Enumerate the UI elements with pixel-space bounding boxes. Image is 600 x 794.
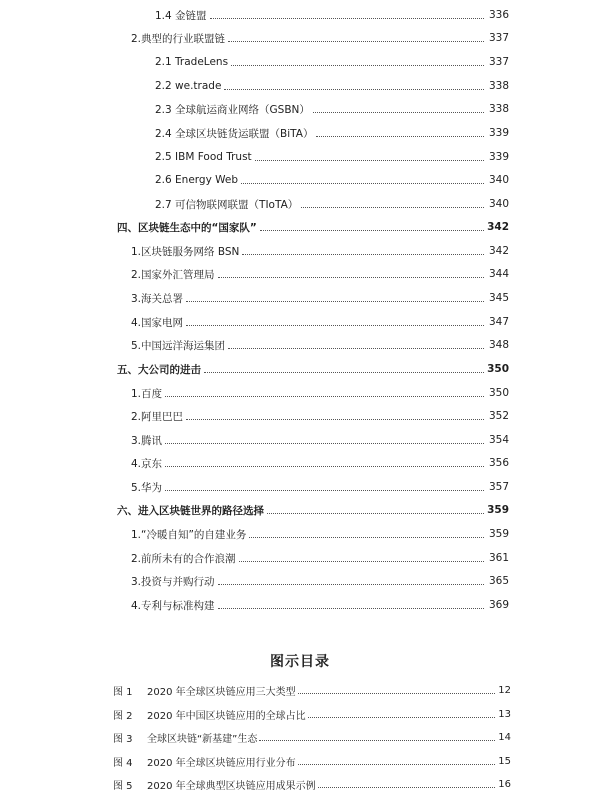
- toc-entry-label: 2.典型的行业联盟链: [131, 32, 226, 45]
- figure-page: 15: [498, 755, 511, 767]
- figure-entry[interactable]: [113, 680, 511, 700]
- toc-entry-page: 342: [487, 221, 509, 233]
- dot-leader: [204, 371, 484, 373]
- toc-entry[interactable]: [155, 99, 509, 119]
- dot-leader: [165, 465, 484, 467]
- toc-entry[interactable]: [131, 548, 509, 568]
- toc-entry-page: 344: [488, 268, 509, 280]
- dot-leader: [241, 182, 484, 184]
- dot-leader: [267, 512, 484, 514]
- dot-leader: [224, 88, 484, 90]
- toc-entry[interactable]: [131, 383, 509, 403]
- figures-list-title: 图示目录: [270, 654, 330, 670]
- toc-entry[interactable]: [131, 595, 509, 615]
- toc-entry-label: 3.海关总署: [131, 292, 184, 305]
- toc-entry[interactable]: [155, 147, 509, 167]
- dot-leader: [218, 607, 484, 609]
- toc-entry[interactable]: [131, 335, 509, 355]
- dot-leader: [298, 763, 495, 765]
- toc-entry[interactable]: [155, 52, 509, 72]
- dot-leader: [218, 583, 484, 585]
- toc-entry-label: 五、大公司的进击: [117, 363, 201, 376]
- toc-entry-label: 3.投资与并购行动: [131, 575, 215, 588]
- toc-entry-label: 2.阿里巴巴: [131, 410, 184, 423]
- toc-entry-page: 359: [487, 504, 509, 516]
- toc-entry[interactable]: [155, 76, 509, 96]
- toc-entry-page: 338: [488, 103, 509, 115]
- toc-entry[interactable]: [131, 571, 509, 591]
- toc-entry-label: 四、区块链生态中的“国家队”: [117, 221, 257, 234]
- dot-leader: [260, 229, 484, 231]
- figure-number: 图 1: [113, 686, 133, 698]
- toc-entry-page: 340: [488, 198, 509, 210]
- toc-entry-label: 1.“冷暖自知”的自建业务: [131, 528, 247, 541]
- toc-entry-page: 365: [488, 575, 509, 587]
- toc-entry-label: 4.国家电网: [131, 316, 184, 329]
- dot-leader: [228, 347, 484, 349]
- toc-entry[interactable]: [155, 123, 509, 143]
- toc-entry-label: 4.专利与标准构建: [131, 599, 215, 612]
- toc-entry[interactable]: [131, 28, 509, 48]
- dot-leader: [249, 536, 484, 538]
- dot-leader: [231, 64, 484, 66]
- figure-number: 图 4: [113, 757, 133, 769]
- toc-entry[interactable]: [155, 5, 509, 25]
- toc-entry[interactable]: [131, 241, 509, 261]
- figure-entry[interactable]: [113, 704, 511, 724]
- toc-entry-label: 2.3 全球航运商业网络（GSBN）: [155, 103, 310, 116]
- dot-leader: [165, 489, 484, 491]
- figure-page: 16: [498, 778, 511, 790]
- figure-page: 13: [498, 708, 511, 720]
- toc-entry-label: 六、进入区块链世界的路径选择: [117, 504, 264, 517]
- toc-entry[interactable]: [131, 430, 509, 450]
- figure-label: 全球区块链“新基建”生态: [147, 733, 258, 745]
- toc-entry-page: 350: [488, 387, 509, 399]
- toc-entry-page: 356: [488, 457, 509, 469]
- toc-entry-label: 2.前所未有的合作浪潮: [131, 552, 236, 565]
- dot-leader: [186, 300, 484, 302]
- toc-entry[interactable]: [131, 264, 509, 284]
- toc-entry-page: 339: [488, 151, 509, 163]
- figure-label: 2020 年全球区块链应用行业分布: [147, 757, 296, 769]
- toc-entry[interactable]: [131, 288, 509, 308]
- toc-entry[interactable]: [117, 359, 509, 379]
- toc-entry-page: 350: [487, 363, 509, 375]
- toc-entry-label: 2.7 可信物联网联盟（TIoTA）: [155, 198, 299, 211]
- dot-leader: [186, 418, 484, 420]
- toc-entry-label: 1.百度: [131, 387, 163, 400]
- toc-entry-page: 340: [488, 174, 509, 186]
- dot-leader: [255, 159, 484, 161]
- dot-leader: [210, 17, 484, 19]
- toc-entry-page: 342: [488, 245, 509, 257]
- dot-leader: [239, 560, 484, 562]
- toc-entry-page: 361: [488, 552, 509, 564]
- figure-number: 图 2: [113, 710, 133, 722]
- toc-entry-page: 348: [488, 339, 509, 351]
- toc-entry[interactable]: [131, 312, 509, 332]
- toc-entry-page: 339: [488, 127, 509, 139]
- toc-entry-label: 1.4 金链盟: [155, 9, 207, 22]
- toc-entry-page: 359: [488, 528, 509, 540]
- dot-leader: [186, 324, 484, 326]
- toc-entry-page: 337: [488, 32, 509, 44]
- dot-leader: [259, 739, 495, 741]
- toc-entry-label: 5.中国远洋海运集团: [131, 339, 226, 352]
- toc-entry-page: 369: [488, 599, 509, 611]
- toc-entry-page: 347: [488, 316, 509, 328]
- figure-page: 12: [498, 684, 511, 696]
- dot-leader: [313, 111, 484, 113]
- toc-entry-label: 3.腾讯: [131, 434, 163, 447]
- figure-label: 2020 年全球典型区块链应用成果示例: [147, 780, 316, 792]
- dot-leader: [165, 395, 484, 397]
- toc-entry-label: 2.2 we.trade: [155, 80, 222, 92]
- toc-entry-page: 357: [488, 481, 509, 493]
- dot-leader: [228, 40, 484, 42]
- toc-entry[interactable]: [117, 217, 509, 237]
- toc-entry-label: 2.1 TradeLens: [155, 56, 229, 68]
- figure-entry[interactable]: [113, 774, 511, 794]
- toc-entry-label: 5.华为: [131, 481, 163, 494]
- toc-entry[interactable]: [131, 524, 509, 544]
- figure-label: 2020 年全球区块链应用三大类型: [147, 686, 296, 698]
- toc-entry-label: 2.6 Energy Web: [155, 174, 239, 186]
- dot-leader: [298, 692, 495, 694]
- toc-entry-page: 338: [488, 80, 509, 92]
- dot-leader: [242, 253, 484, 255]
- toc-entry-page: 337: [488, 56, 509, 68]
- figure-entry[interactable]: [113, 727, 511, 747]
- dot-leader: [316, 135, 484, 137]
- toc-entry-label: 4.京东: [131, 457, 163, 470]
- toc-entry-label: 2.4 全球区块链货运联盟（BiTA）: [155, 127, 314, 140]
- toc-entry-label: 1.区块链服务网络 BSN: [131, 245, 240, 258]
- toc-entry[interactable]: [131, 406, 509, 426]
- dot-leader: [218, 276, 484, 278]
- toc-entry[interactable]: [117, 500, 509, 520]
- toc-entry-page: 345: [488, 292, 509, 304]
- toc-entry-label: 2.5 IBM Food Trust: [155, 151, 252, 163]
- toc-entry-page: 336: [488, 9, 509, 21]
- toc-entry-page: 352: [488, 410, 509, 422]
- toc-entry[interactable]: [131, 453, 509, 473]
- toc-entry[interactable]: [131, 477, 509, 497]
- figure-entry[interactable]: [113, 751, 511, 771]
- toc-entry-label: 2.国家外汇管理局: [131, 268, 215, 281]
- toc-entry-page: 354: [488, 434, 509, 446]
- figure-number: 图 3: [113, 733, 133, 745]
- dot-leader: [165, 442, 484, 444]
- figure-label: 2020 年中国区块链应用的全球占比: [147, 710, 306, 722]
- figure-page: 14: [498, 731, 511, 743]
- toc-entry[interactable]: [155, 194, 509, 214]
- figure-number: 图 5: [113, 780, 133, 792]
- dot-leader: [301, 206, 484, 208]
- toc-entry[interactable]: [155, 170, 509, 190]
- dot-leader: [308, 716, 495, 718]
